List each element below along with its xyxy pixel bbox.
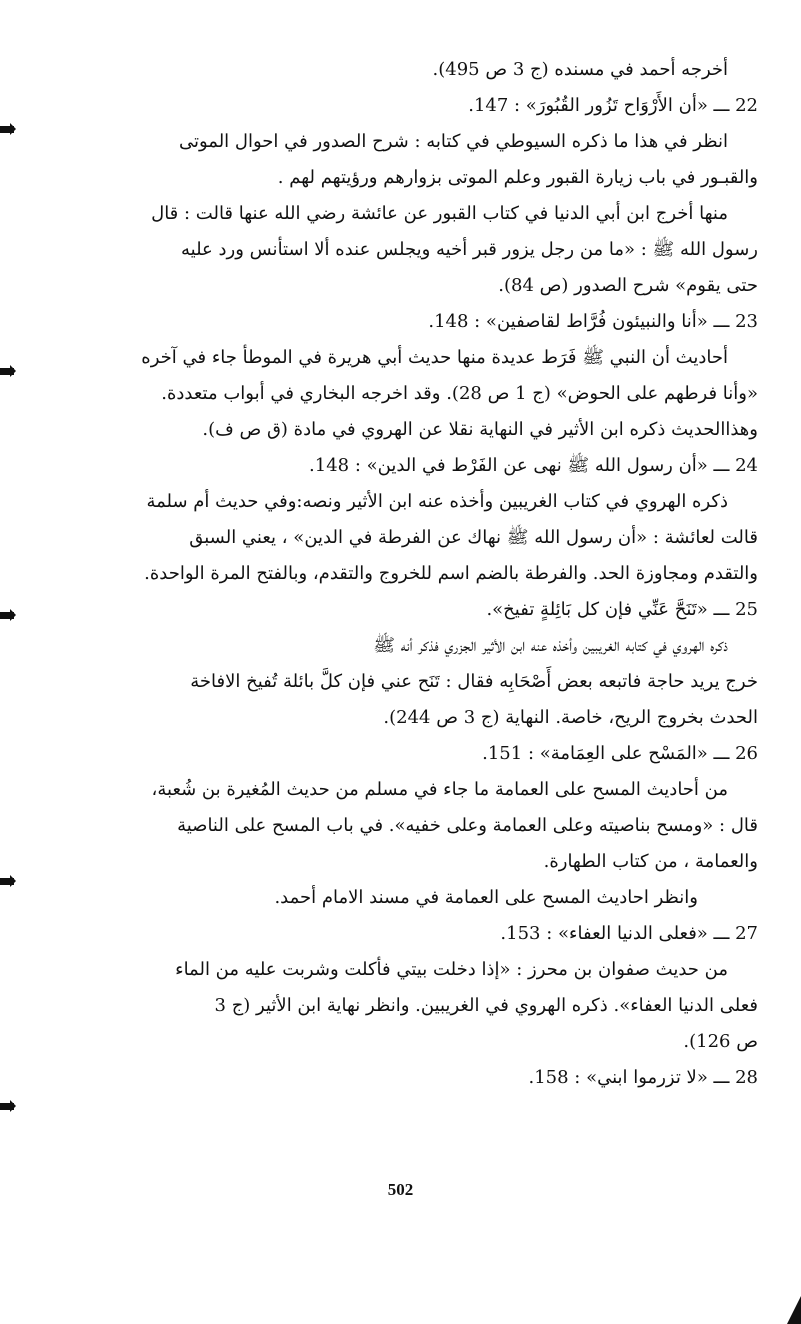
binding-mark xyxy=(0,368,14,375)
text-line: والقبـور في باب زيارة القبور وعلم الموتى بزوارهم ورؤيتهم لهم . xyxy=(277,167,758,188)
text-line: انظر في هذا ما ذكره السيوطي في كتابه : شرح الصدور في احوال الموتى xyxy=(178,131,728,152)
text-line: من حديث صفوان بن محرز : «إذا دخلت بيتي فأكلت وشربت عليه من الماء xyxy=(175,959,728,980)
text-line: والعمامة ، من كتاب الطهارة. xyxy=(543,851,758,872)
text-line: من أحاديث المسح على العمامة ما جاء في مسلم من حديث المُغيرة بن شُعبة، xyxy=(151,779,728,800)
text-line: الحدث بخروج الريح، خاصة. النهاية (ج 3 ص 244). xyxy=(383,707,758,728)
text-line: «وأنا فرطهم على الحوض» (ج 1 ص 28). وقد اخرجه البخاري في أبواب متعددة. xyxy=(161,383,758,404)
text-line: قالت لعائشة : «أن رسول الله ﷺ نهاك عن الفرطة في الدين» ، يعني السبق xyxy=(189,527,758,548)
entry-heading: 25 ـــ «تَنَحَّ عَنِّي فإن كل بَائِلةٍ تفيخ». xyxy=(486,599,758,620)
corner-mark xyxy=(787,1296,801,1324)
text-line: ص 126). xyxy=(683,1031,758,1052)
text-line: ذكره الهروي في كتابه الغريبين وأخذه عنه ابن الأثير الجزري فذكر أنه ﷺ xyxy=(373,635,728,656)
text-line: فعلى الدنيا العفاء». ذكره الهروي في الغريبين. وانظر نهاية ابن الأثير (ج 3 xyxy=(214,995,758,1016)
text-line: قال : «ومسح بناصيته وعلى العمامة وعلى خفيه». في باب المسح على الناصية xyxy=(177,815,758,836)
text-line: ذكره الهروي في كتاب الغريبين وأخذه عنه ابن الأثير ونصه:وفي حديث أم سلمة xyxy=(146,491,728,512)
text-line: وهذاالحديث ذكره ابن الأثير في النهاية نقلا عن الهروي في مادة (ق ص ف). xyxy=(202,419,758,440)
text-line: خرج يريد حاجة فاتبعه بعض أَصْحَابِه فقال : تَنَح عني فإن كلَّ بائلة تُفيخ الافاخة xyxy=(190,671,758,692)
text-line: منها أخرج ابن أبي الدنيا في كتاب القبور عن عائشة رضي الله عنها قالت : قال xyxy=(151,203,728,224)
entry-heading: 24 ـــ «أن رسول الله ﷺ نهى عن الفَرْط في الدين» : 148. xyxy=(309,455,758,476)
text-line: أخرجه أحمد في مسنده (ج 3 ص 495). xyxy=(432,59,728,80)
text-line: رسول الله ﷺ : «ما من رجل يزور قبر أخيه ويجلس عنده ألا استأنس ورد عليه xyxy=(180,239,758,260)
entry-heading: 22 ـــ «أن الأَرْوَاح تَزُور القُبُورَ» : 147. xyxy=(468,95,758,116)
text-line: حتى يقوم» شرح الصدور (ص 84). xyxy=(498,275,758,296)
binding-mark xyxy=(0,878,14,885)
text-line: أحاديث أن النبي ﷺ فَرَط عديدة منها حديث أبي هريرة في الموطأ جاء في آخره xyxy=(141,347,728,368)
binding-mark xyxy=(0,1103,14,1110)
page-body-text xyxy=(58,52,758,1096)
binding-mark xyxy=(0,126,14,133)
page-number: 502 xyxy=(387,1180,414,1199)
binding-mark xyxy=(0,612,14,619)
entry-heading: 27 ـــ «فعلى الدنيا العفاء» : 153. xyxy=(500,923,758,944)
entry-heading: 26 ـــ «المَسْح على العِمَامة» : 151. xyxy=(482,743,758,764)
entry-heading: 28 ـــ «لا تزرموا ابني» : 158. xyxy=(528,1067,758,1088)
entry-heading: 23 ـــ «أنا والنبيئون فُرَّاط لقاصفين» : 148. xyxy=(428,311,758,332)
text-line: والتقدم ومجاوزة الحد. والفرطة بالضم اسم للخروج والتقدم، وبالفتح المرة الواحدة. xyxy=(144,563,758,584)
text-line: وانظر احاديث المسح على العمامة في مسند الامام أحمد. xyxy=(274,887,698,908)
